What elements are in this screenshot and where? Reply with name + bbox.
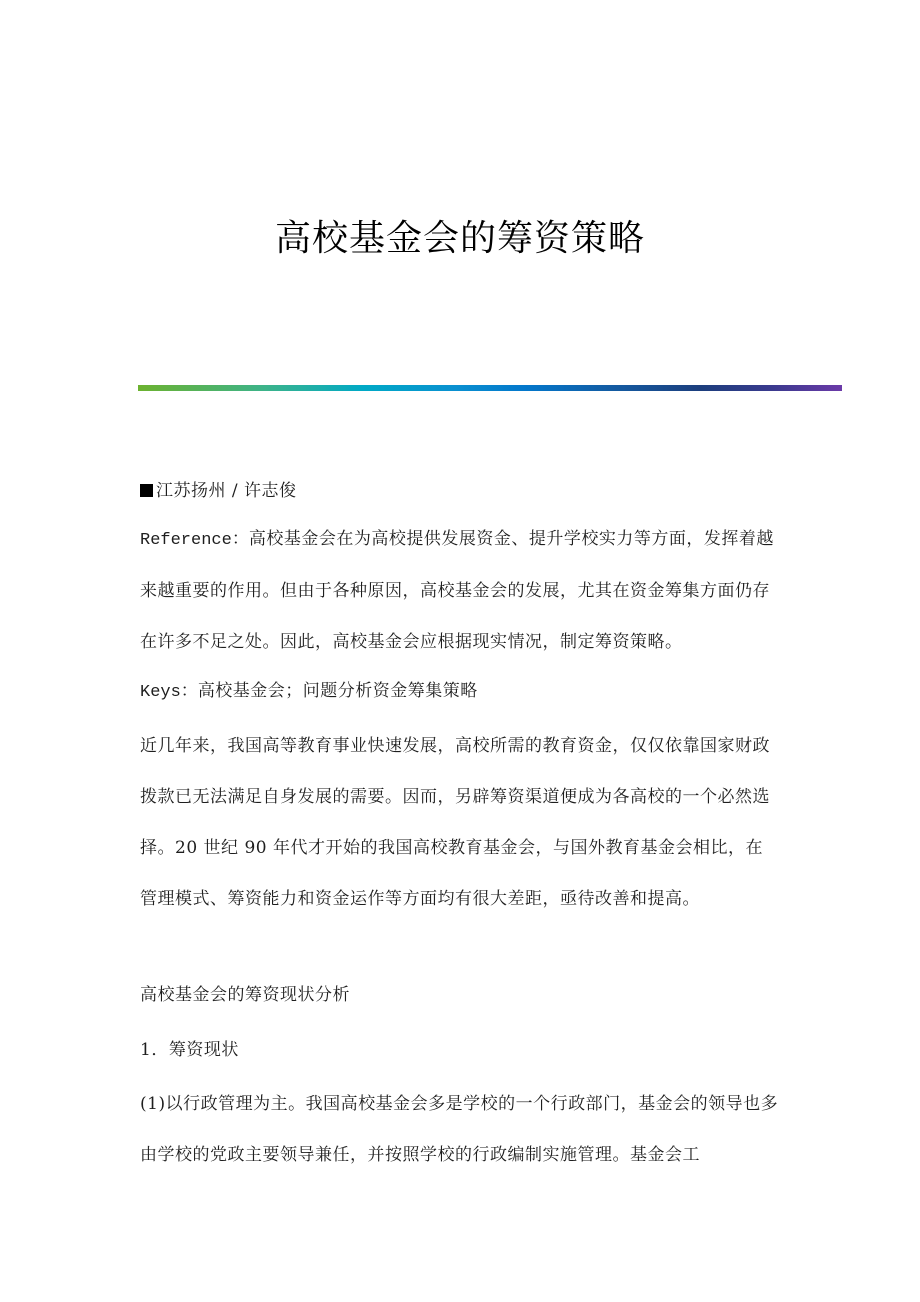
author-line bbox=[140, 466, 780, 517]
point-one-paragraph: (1)以行政管理为主。我国高校基金会多是学校的一个行政部门，基金会的领导也多由学校的党政主要领导兼任，并按照学校的行政编制实施管理。基金会工 bbox=[140, 1094, 779, 1165]
page-title: 高校基金会的筹资策略 bbox=[274, 218, 645, 259]
intro-paragraph: 近几年来，我国高等教育事业快速发展，高校所需的教育资金，仅仅依靠国家财政拨款已无法满足自身发展的需要。因而，另辟筹资渠道便成为各高校的一个必然选择。20 世纪 90 年代才开始的我国高校教育基金会，与国外教育基金会相比，在管理模式、筹资能力和资金运作等方面均有很大差距，亟待改善和提高。 bbox=[140, 736, 770, 909]
reference-label: Reference： bbox=[140, 531, 249, 550]
section-heading: 高校基金会的筹资现状分析 bbox=[140, 985, 350, 1005]
title-gradient-divider bbox=[138, 385, 842, 391]
subsection-heading: 1．筹资现状 bbox=[140, 1040, 239, 1060]
author-text: 江苏扬州 / 许志俊 bbox=[156, 481, 297, 501]
reference-text: 高校基金会在为高校提供发展资金、提升学校实力等方面，发挥着越来越重要的作用。但由于各种原因，高校基金会的发展，尤其在资金筹集方面仍存在许多不足之处。因此，高校基金会应根据现实情况，制定筹资策略。 bbox=[140, 529, 774, 652]
keywords-paragraph bbox=[140, 666, 780, 718]
keywords-label: Keys： bbox=[140, 683, 198, 702]
square-bullet-icon bbox=[140, 484, 153, 497]
keywords-text: 高校基金会；问题分析资金筹集策略 bbox=[197, 681, 478, 701]
reference-paragraph bbox=[140, 514, 780, 668]
